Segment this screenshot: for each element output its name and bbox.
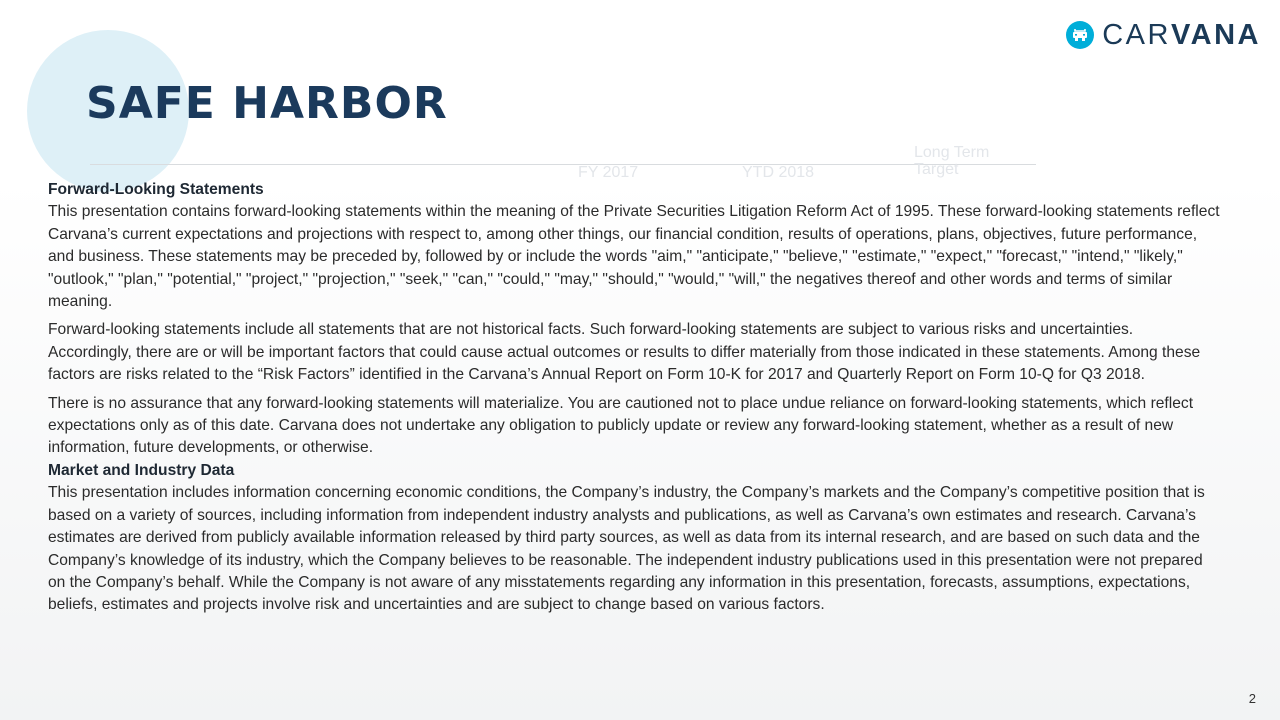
forward-looking-paragraph-2: Forward-looking statements include all statements that are not historical facts. Such forward-looking statements are subject to various risks and uncertainties. Accordingly, there are or will be important factors that could cause actual outcomes or results to differ materially from those indicated in these statements. Among these factors are risks related to the “Risk Factors” identified in the Carvana’s Annual Report on Form 10-K for 2017 and Quarterly Report on Form 10-Q for Q3 2018.: [48, 321, 1201, 384]
forward-looking-heading: Forward-Looking Statements: [48, 181, 264, 198]
forward-looking-paragraph-1: This presentation contains forward-looking statements within the meaning of the Private Securities Litigation Reform Act of 1995. These forward-looking statements reflect Carvana’s current expectations and projections with respect to, among other things, our financial condition, results of operations, plans, objectives, future performance, and business. These statements may be preceded by, followed by or include the words "aim," "anticipate," "believe," "estimate," "expect," "forecast," "intend," "likely," "outlook," "plan," "potential," "project," "projection," "seek," "can," "could," "may," "should," "would," "will," the negatives thereof and other words and terms of similar meaning.: [48, 203, 1220, 311]
ghost-column-label-ytd2018: YTD 2018: [742, 164, 815, 181]
disclaimer-body: [48, 179, 1220, 617]
ghost-column-label-fy2017: FY 2017: [578, 164, 639, 181]
page-number: 2: [1248, 691, 1256, 706]
forward-looking-paragraph-3: There is no assurance that any forward-looking statements will materialize. You are cautioned not to place undue reliance on forward-looking statements, which reflect expectations only as of this date. Carvana does not undertake any obligation to publicly update or review any forward-looking statement, whether as a result of new information, future developments, or otherwise.: [48, 394, 1194, 457]
carvana-logo: [1066, 18, 1261, 52]
market-data-heading: Market and Industry Data: [48, 461, 235, 479]
ghost-column-label-long-term: Long Term Target: [914, 144, 990, 178]
wordmark-thin: CAR: [1102, 18, 1171, 51]
wordmark-bold: VANA: [1170, 18, 1261, 51]
carvana-logo-icon: [1066, 21, 1094, 49]
page-title: SAFE HARBOR: [86, 78, 448, 129]
carvana-wordmark: [1102, 18, 1261, 51]
market-data-paragraph: This presentation includes information concerning economic conditions, the Company’s industry, the Company’s markets and the Company’s competitive position that is based on a variety of sources, including information from independent industry analysts and publications, as well as Carvana’s own estimates and research. Carvana’s estimates are derived from publicly available information released by third party sources, as well as data from its internal research, and are based on such data and the Company’s knowledge of its industry, which the Company believes to be reasonable. The independent industry publications used in this presentation were not prepared on the Company’s behalf. While the Company is not aware of any misstatements regarding any information in this presentation, forecasts, assumptions, expectations, beliefs, estimates and projects involve risk and uncertainties and are subject to change based on various factors.: [48, 484, 1205, 614]
title-divider: [90, 164, 1036, 165]
